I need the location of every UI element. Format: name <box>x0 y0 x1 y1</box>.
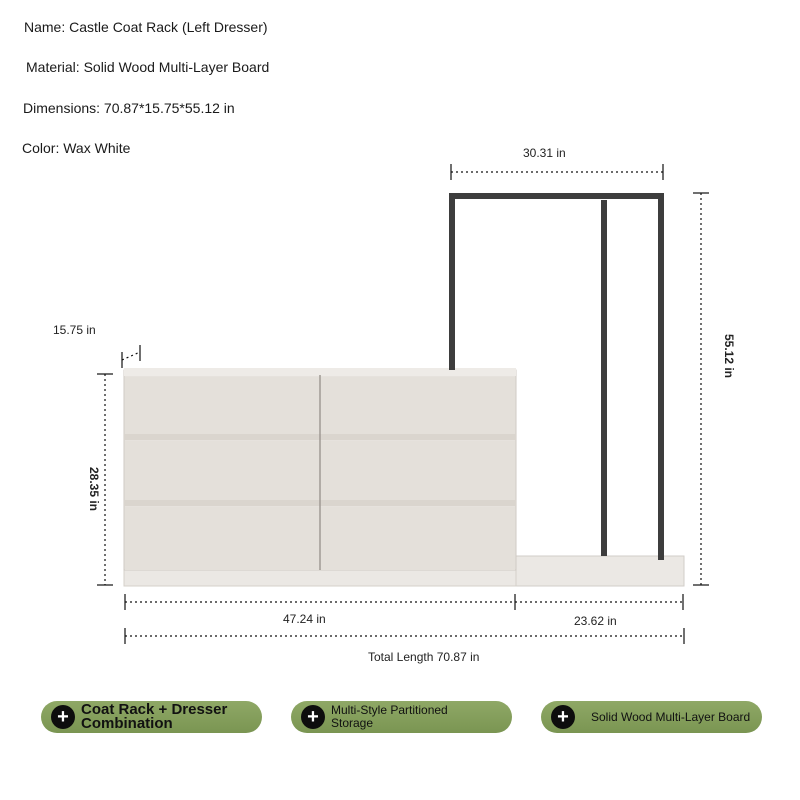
plus-icon: + <box>551 705 575 729</box>
label-dresser-height: 28.35 in <box>87 466 101 512</box>
drawer-mid-right <box>321 441 515 500</box>
dim-segment-lengths <box>125 594 683 610</box>
drawer-bottom-left <box>125 507 319 570</box>
feature-pill-storage <box>291 701 512 733</box>
feature-pill-material <box>541 701 762 733</box>
dim-depth <box>122 345 140 368</box>
feature-pill-combination <box>41 701 262 733</box>
feature-label: Multi-Style Partitioned Storage <box>331 703 448 730</box>
drawer-mid-left <box>125 441 319 500</box>
spec-material: Material: Solid Wood Multi-Layer Board <box>26 59 270 75</box>
drawer-top-right <box>321 377 515 434</box>
dim-total-length <box>125 628 684 644</box>
rack-base <box>514 556 684 586</box>
plus-icon: + <box>301 705 325 729</box>
dresser <box>124 368 516 570</box>
label-rack-width: 30.31 in <box>523 146 566 160</box>
plus-icon: + <box>51 705 75 729</box>
spec-color: Color: Wax White <box>22 140 131 156</box>
label-total-height: 55.12 in <box>722 333 736 379</box>
dresser-plinth <box>124 570 516 586</box>
drawer-bottom-right <box>321 507 515 570</box>
spec-dimensions: Dimensions: 70.87*15.75*55.12 in <box>23 100 235 116</box>
feature-label: Coat Rack + Dresser Combination <box>81 701 228 732</box>
spec-name: Name: Castle Coat Rack (Left Dresser) <box>24 19 268 35</box>
feature-label: Solid Wood Multi-Layer Board <box>591 710 751 724</box>
label-dresser-length: 47.24 in <box>283 612 326 626</box>
dim-rack-width <box>451 164 663 180</box>
label-rack-base-length: 23.62 in <box>574 614 617 628</box>
label-total-length: Total Length 70.87 in <box>368 650 480 664</box>
dim-total-height <box>693 193 709 585</box>
drawer-top-left <box>125 377 319 434</box>
label-depth: 15.75 in <box>53 323 96 337</box>
